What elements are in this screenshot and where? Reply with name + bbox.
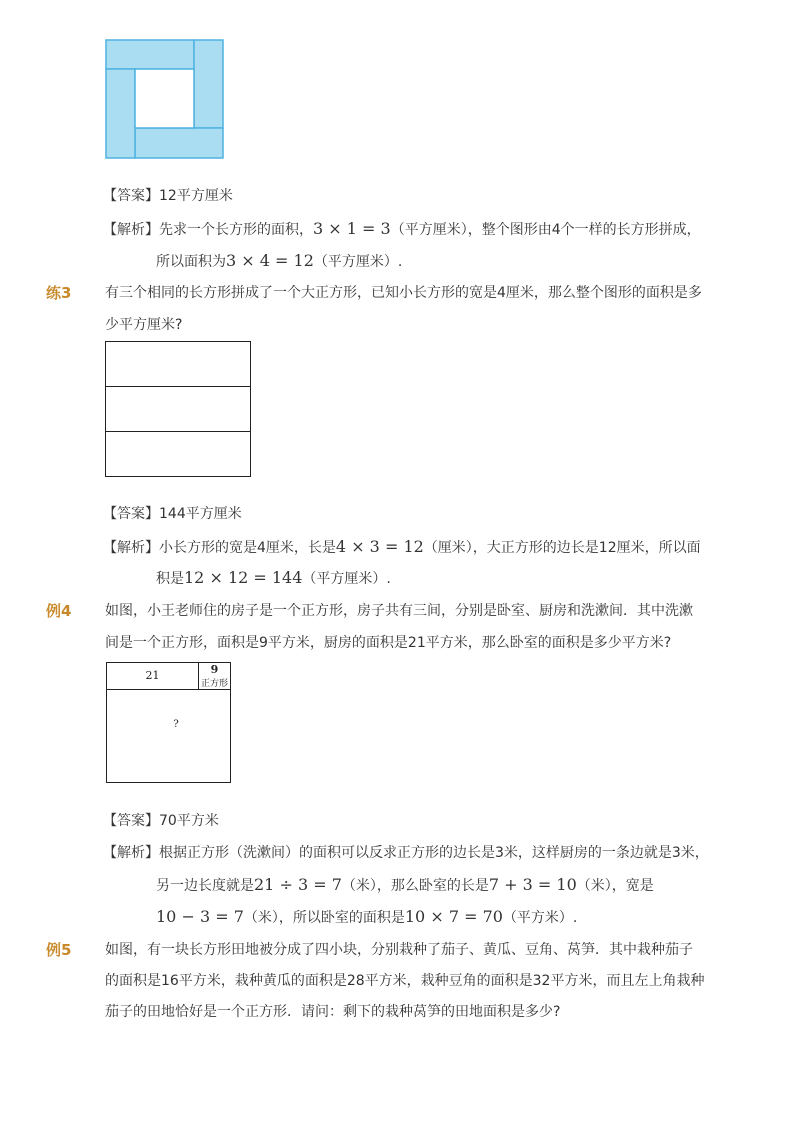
prev-analysis-line1 (103, 219, 701, 240)
prev-analysis-line2 (156, 251, 402, 272)
text: （平方厘米），整个图形由4个一样的长方形拼成， (390, 222, 701, 238)
math: 3 × 4 = 12 (226, 251, 314, 270)
text: 积是 (156, 571, 184, 587)
text: 所以面积为 (156, 254, 226, 270)
math: 4 × 3 = 12 (335, 537, 424, 556)
text: 根据正方形（洗漱间）的面积可以反求正方形的边长是3米，这样厨房的一条边就是3米， (159, 845, 709, 861)
answer-tag: 【答案】 (103, 188, 159, 204)
rectangle-top (105, 341, 251, 387)
lian3-question-line1: 有三个相同的长方形拼成了一个大正方形，已知小长方形的宽是4厘米，那么整个图形的面积是多 (105, 285, 702, 301)
math: 10 − 3 = 7 (156, 907, 244, 926)
text: 小长方形的宽是4厘米，长是 (159, 540, 336, 556)
text: （平方厘米）. (313, 254, 403, 270)
text: 另一边长度就是 (156, 878, 254, 894)
math: 21 ÷ 3 = 7 (254, 875, 342, 894)
text: （平方米）. (502, 910, 578, 926)
bathroom-square-label: 正方形 (200, 679, 228, 689)
li4-analysis-line1 (103, 843, 709, 863)
lian3-answer (103, 504, 242, 524)
li5-question-line3: 茄子的田地恰好是一个正方形．请问：剩下的栽种莴笋的田地面积是多少? (105, 1004, 561, 1020)
lian3-analysis-line1 (103, 537, 701, 558)
problem-label-li4: 例4 (46, 602, 72, 620)
problem-label-li5: 例5 (46, 941, 72, 959)
analysis-tag: 【解析】 (103, 540, 159, 556)
answer-tag: 【答案】 (103, 506, 159, 522)
text: （米），那么卧室的长是 (341, 878, 489, 894)
math: 12 × 12 = 144 (184, 568, 303, 587)
text: （米），所以卧室的面积是 (243, 910, 405, 926)
four-rectangles-figure (105, 39, 225, 160)
math: 10 × 7 = 70 (404, 907, 503, 926)
li4-question-line1: 如图，小王老师住的房子是一个正方形，房子共有三间，分别是卧室、厨房和洗漱间．其中洗漱 (105, 603, 693, 619)
bedroom-room (106, 689, 231, 783)
math: 7 + 3 = 10 (488, 875, 577, 894)
analysis-tag: 【解析】 (103, 845, 159, 861)
lian3-analysis-line2 (156, 568, 391, 589)
text: （厘米），大正方形的边长是12厘米，所以面 (423, 540, 701, 556)
li4-analysis-line2 (156, 875, 654, 896)
lian3-question-line2: 少平方厘米? (105, 317, 183, 333)
three-rectangles-figure (105, 341, 251, 477)
math: 3 × 1 = 3 (313, 219, 391, 238)
problem-label-lian3: 练3 (46, 284, 72, 302)
bedroom-unknown-label: ? (173, 719, 179, 730)
li4-question-line2: 间是一个正方形，面积是9平方米，厨房的面积是21平方米，那么卧室的面积是多少平方米? (105, 635, 672, 651)
kitchen-area-label: 21 (145, 669, 160, 682)
analysis-tag: 【解析】 (103, 222, 159, 238)
li5-question-line1: 如图，有一块长方形田地被分成了四小块，分别栽种了茄子、黄瓜、豆角、莴笋．其中栽种茄子 (105, 942, 693, 958)
li4-answer (103, 811, 219, 831)
answer-tag: 【答案】 (103, 813, 159, 829)
text: （平方厘米）. (302, 571, 391, 587)
answer-text: 144平方厘米 (159, 506, 242, 522)
rectangle-middle (105, 386, 251, 432)
text: 先求一个长方形的面积， (159, 222, 313, 238)
li5-question-line2: 的面积是16平方米，栽种黄瓜的面积是28平方米，栽种豆角的面积是32平方米，而且左上角栽种 (105, 973, 705, 989)
text: （米），宽是 (576, 878, 654, 894)
li4-analysis-line3 (156, 907, 577, 928)
house-floorplan-figure (106, 662, 231, 783)
answer-text: 70平方米 (159, 813, 219, 829)
prev-answer (103, 186, 233, 206)
bathroom-area-label: 9 (210, 663, 219, 676)
answer-text: 12平方厘米 (159, 188, 233, 204)
rectangle-bottom (105, 431, 251, 477)
